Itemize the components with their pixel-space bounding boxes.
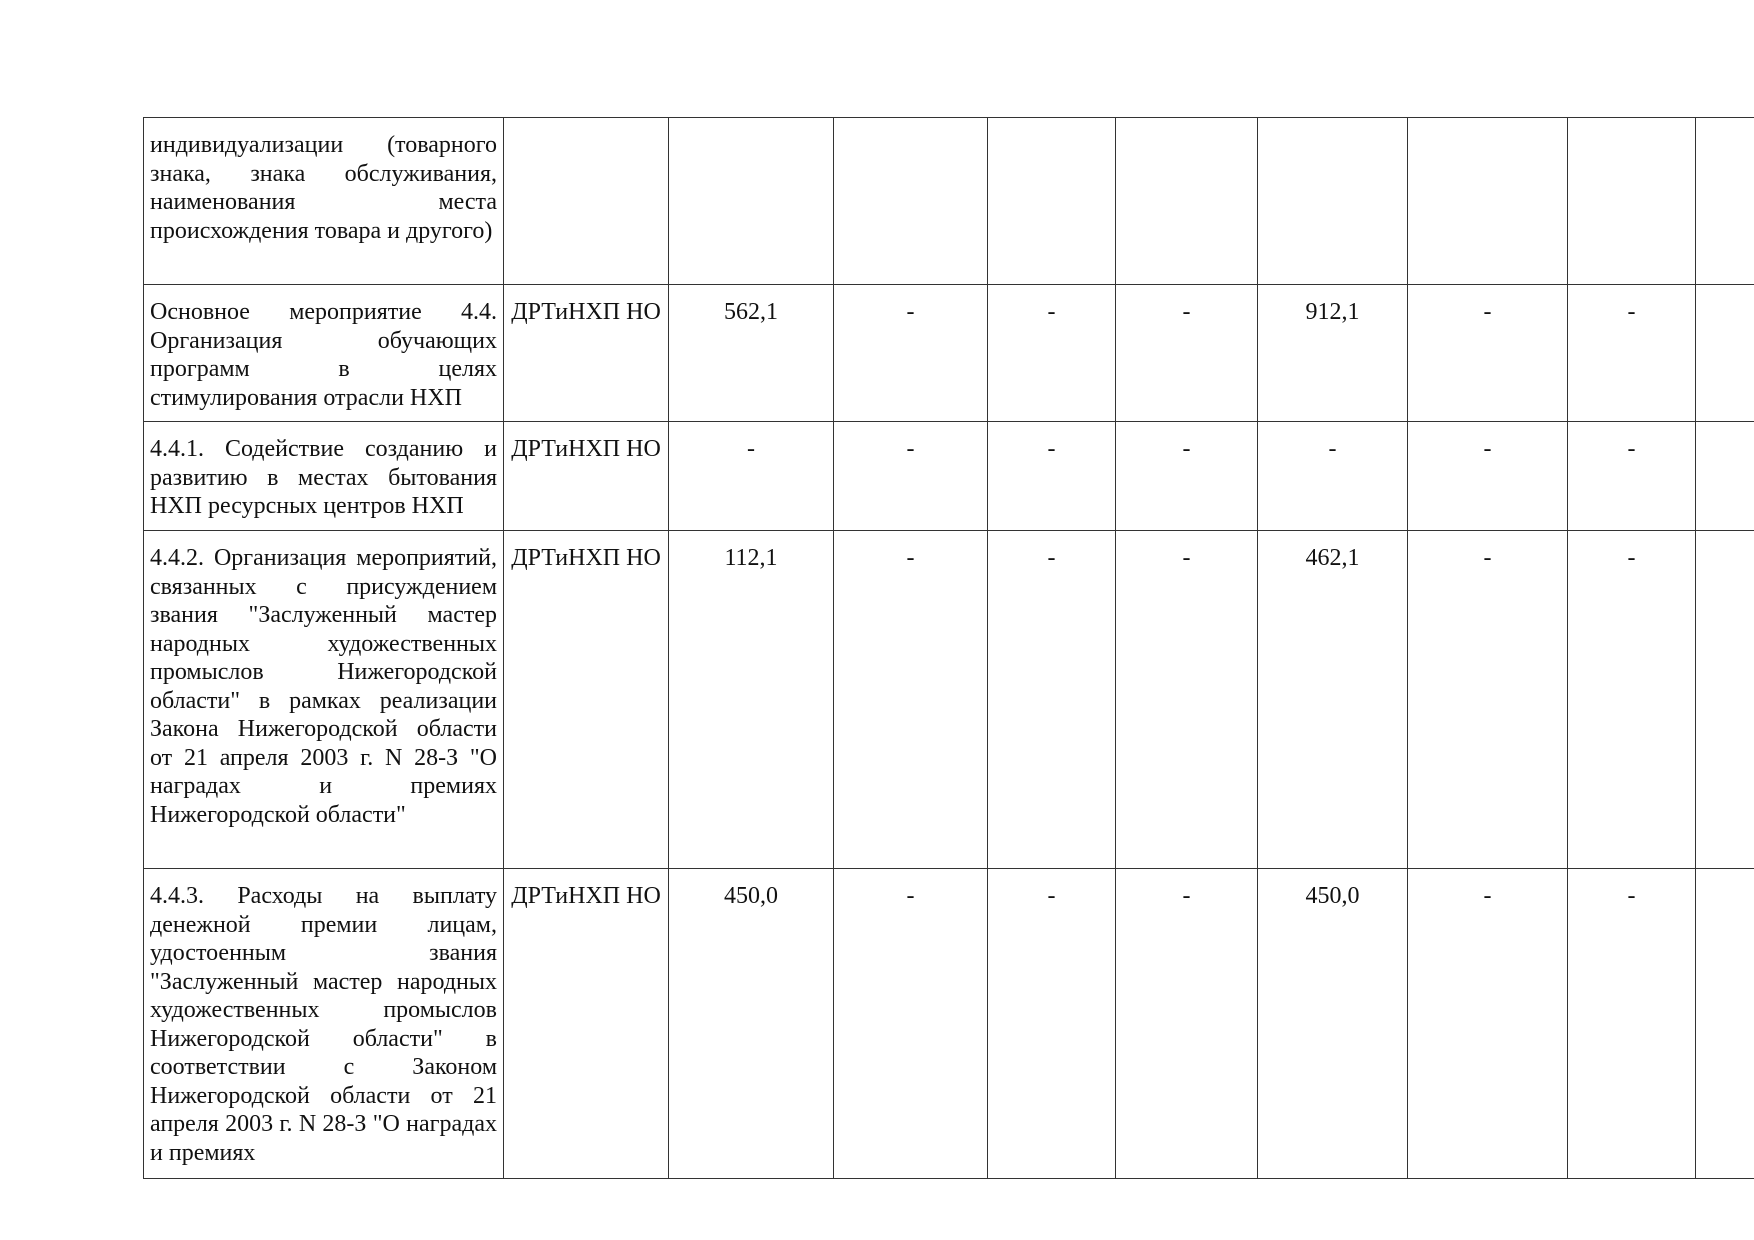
value-cell: - (1116, 285, 1258, 422)
executor-cell: ДРТиНХП НО (504, 285, 669, 422)
table-row (144, 531, 1754, 869)
activity-description: 4.4.2. Организация мероприятий, связанных с присуждением звания "Заслуженный мастер народных художественных промыслов Нижегородской области" в рамках реализации Закона Нижегородской области от 21 апреля 2003 г. N 28-З "О наградах и премиях Нижегородской области" (144, 531, 504, 869)
value-cell: - (1568, 869, 1696, 1179)
value-cell: - (834, 422, 988, 531)
value-cell: - (834, 285, 988, 422)
activity-description: 4.4.1. Содействие созданию и развитию в местах бытования НХП ресурсных центров НХП (144, 422, 504, 531)
value-cell (669, 118, 834, 285)
value-cell: - (1408, 531, 1568, 869)
table-row (144, 869, 1754, 1179)
value-cell (1408, 118, 1568, 285)
value-cell: 450,0 (669, 869, 834, 1179)
activity-description: индивидуализации (товарного знака, знака обслуживания, наименования места происхождения товара и другого) (144, 118, 504, 285)
value-cell: 462,1 (1258, 531, 1408, 869)
value-cell: - (1408, 285, 1568, 422)
value-cell (1116, 118, 1258, 285)
value-cell: - (1116, 869, 1258, 1179)
value-cell (1258, 118, 1408, 285)
value-cell: 912,1 (1258, 285, 1408, 422)
executor-cell: ДРТиНХП НО (504, 531, 669, 869)
value-cell: 562,1 (669, 285, 834, 422)
value-cell: 112,1 (669, 531, 834, 869)
activity-description: 4.4.3. Расходы на выплату денежной премии лицам, удостоенным звания "Заслуженный мастер народных художественных промыслов Нижегородской области" в соответствии с Законом Нижегородской области от 21 апреля 2003 г. N 28-З "О наградах и премиях (144, 869, 504, 1179)
value-cell (988, 118, 1116, 285)
executor-cell: ДРТиНХП НО (504, 422, 669, 531)
value-cell: - (988, 285, 1116, 422)
table-row (144, 285, 1754, 422)
value-cell: - (1116, 422, 1258, 531)
value-cell: - (1116, 531, 1258, 869)
program-activities-table (143, 117, 1754, 1179)
value-cell (834, 118, 988, 285)
value-cell: - (1568, 531, 1696, 869)
value-cell: - (1408, 422, 1568, 531)
value-cell: - (988, 422, 1116, 531)
value-cell: - (1568, 422, 1696, 531)
activity-description: Основное мероприятие 4.4. Организация обучающих программ в целях стимулирования отрасли НХП (144, 285, 504, 422)
value-cell: - (1568, 285, 1696, 422)
value-cell: - (1408, 869, 1568, 1179)
value-cell: - (834, 531, 988, 869)
executor-cell: ДРТиНХП НО (504, 869, 669, 1179)
value-cell: - (988, 869, 1116, 1179)
value-cell (1696, 869, 1754, 1179)
value-cell: - (988, 531, 1116, 869)
value-cell (1696, 531, 1754, 869)
table-row (144, 118, 1754, 285)
value-cell (1696, 285, 1754, 422)
executor-cell (504, 118, 669, 285)
table-row (144, 422, 1754, 531)
value-cell: - (834, 869, 988, 1179)
value-cell: 450,0 (1258, 869, 1408, 1179)
value-cell (1696, 422, 1754, 531)
value-cell (1696, 118, 1754, 285)
value-cell: - (1258, 422, 1408, 531)
value-cell: - (669, 422, 834, 531)
value-cell (1568, 118, 1696, 285)
